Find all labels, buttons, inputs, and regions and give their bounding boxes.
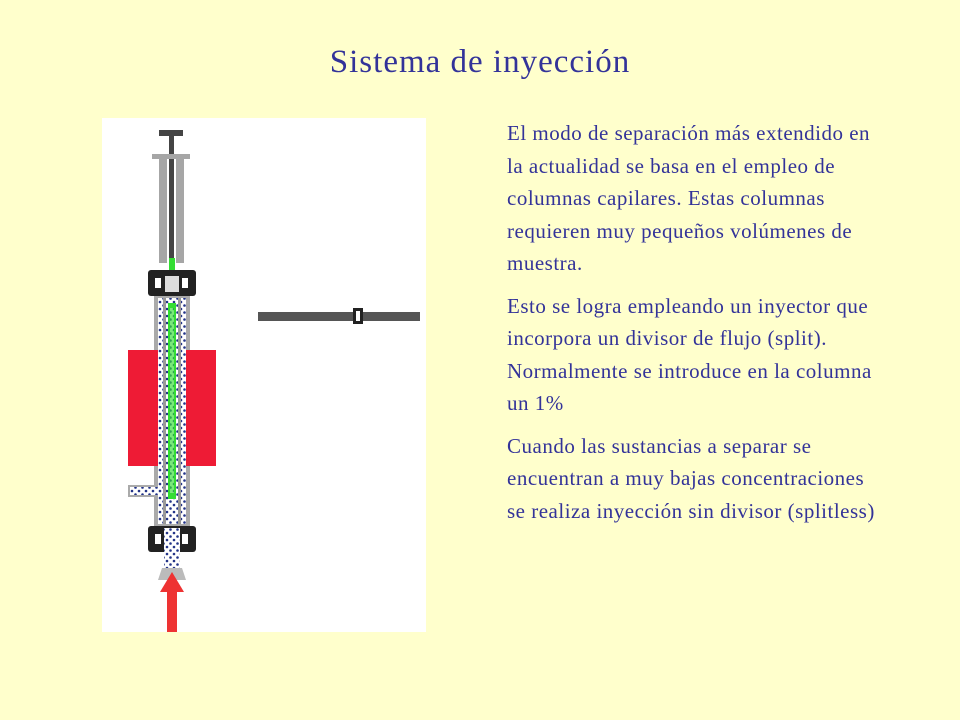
septum-nut-gap-left bbox=[155, 278, 161, 288]
paragraph-split-injector: Esto se logra empleando un inyector que incorpora un divisor de flujo (split). Normalmente se introduce en la columna un 1% bbox=[507, 293, 872, 415]
injector-diagram bbox=[102, 118, 426, 632]
septum-nut-gap-right bbox=[182, 278, 188, 288]
heater-block-left bbox=[128, 350, 158, 466]
syringe-barrel-right bbox=[176, 158, 184, 263]
liner-wall-right bbox=[178, 298, 181, 524]
paragraph-split-intro: El modo de separación más extendido en la actualidad se basa en el empleo de columnas capilares. Estas columnas requieren muy pequeños volúmenes de muestra. bbox=[507, 121, 871, 275]
septum-nut-center bbox=[165, 276, 179, 292]
syringe-flange bbox=[152, 154, 190, 159]
body-text bbox=[507, 117, 882, 537]
heater-block-right bbox=[186, 350, 216, 466]
column-nut-gap-right bbox=[182, 534, 188, 544]
liner-wall-left bbox=[163, 298, 166, 524]
syringe-sample bbox=[169, 258, 175, 270]
injector-diagram-svg bbox=[102, 118, 426, 632]
split-flow-tube bbox=[258, 312, 420, 321]
plunger-rod bbox=[169, 133, 174, 263]
split-valve-inner bbox=[356, 311, 360, 321]
split-vent-line-flow bbox=[130, 487, 158, 495]
slide-title: Sistema de inyección bbox=[329, 44, 631, 80]
column-nut-center bbox=[164, 528, 180, 552]
carrier-gas-arrow-shaft bbox=[167, 588, 177, 632]
syringe-barrel bbox=[159, 158, 167, 263]
paragraph-splitless: Cuando las sustancias a separar se encuentran a muy bajas concentraciones se realiza inyección sin divisor (splitless) bbox=[507, 433, 875, 523]
column-nut-gap-left bbox=[155, 534, 161, 544]
needle-sample-dots bbox=[170, 308, 174, 493]
